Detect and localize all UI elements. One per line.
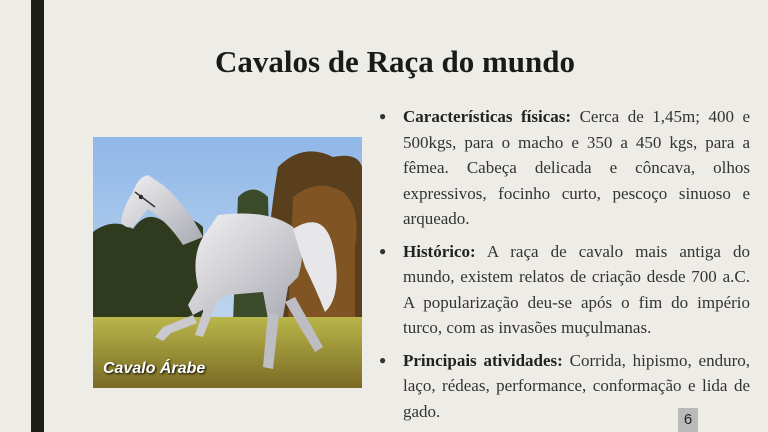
arabian-horse-illustration xyxy=(93,137,362,388)
left-accent-bar xyxy=(31,0,44,432)
bullet-heading: Principais atividades: xyxy=(403,350,563,370)
bullet-list xyxy=(376,104,750,431)
bullet-physical-characteristics xyxy=(376,104,750,232)
slide-title: Cavalos de Raça do mundo xyxy=(215,44,575,79)
bullet-history xyxy=(376,239,750,341)
bullet-text: Cerca de 1,45m; 400 e 500kgs, para o macho e 350 a 450 kgs, para a fêmea. Cabeça delicada e côncava, olhos expressivos, focinho curto, pescoço sinuoso e arqueado. xyxy=(403,107,750,228)
bullet-heading: Características físicas: xyxy=(403,107,572,126)
image-caption: Cavalo Árabe xyxy=(103,360,206,377)
bullet-dot-icon: ● xyxy=(379,109,387,123)
bullet-text: A raça de cavalo mais antiga do mundo, existem relatos de criação desde 700 a.C. A popularização deu-se após o fim do império turco, com as invasões muçulmanas. xyxy=(403,241,750,337)
page-number-badge: 6 xyxy=(678,408,698,432)
bullet-text: Corrida, hipismo, enduro, laço, rédeas, performance, conformação e lida de gado. xyxy=(403,350,750,421)
horse-photo xyxy=(93,137,362,388)
bullet-dot-icon: ● xyxy=(379,352,387,367)
bullet-heading: Histórico: xyxy=(403,241,476,261)
bullet-dot-icon: ● xyxy=(379,243,387,258)
